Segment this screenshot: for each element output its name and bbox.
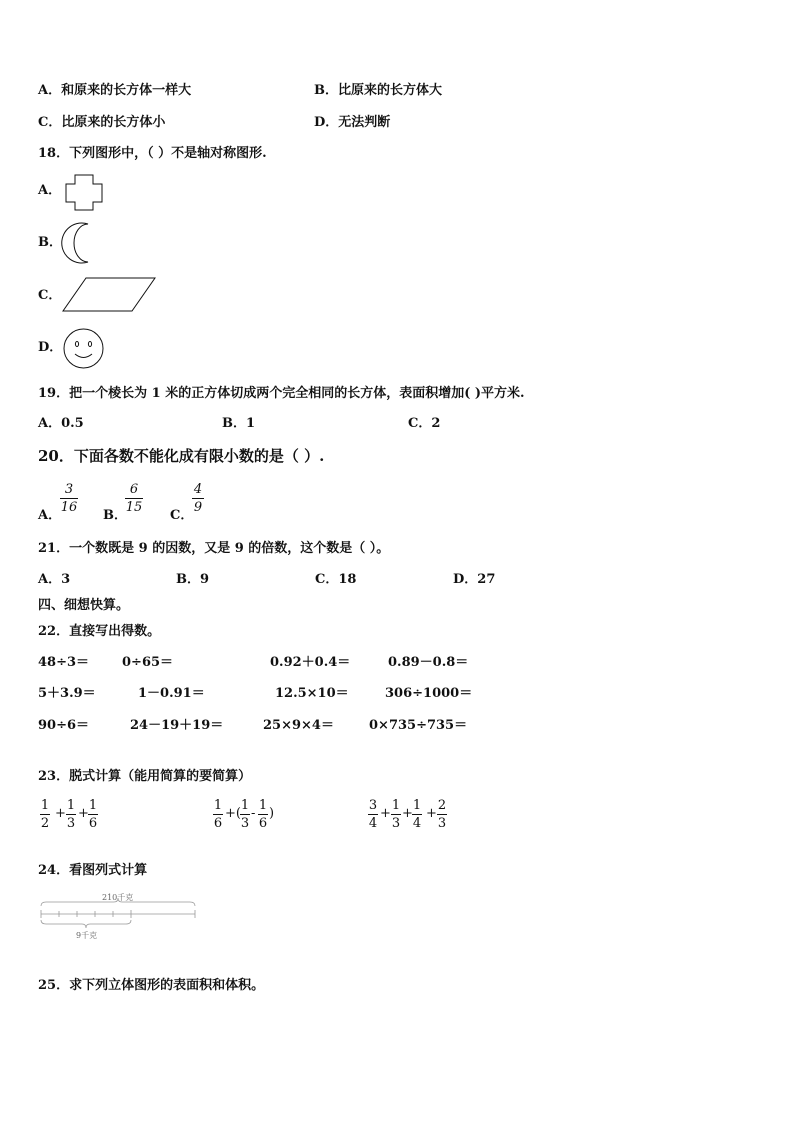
q25-stem: 25．求下列立体图形的表面积和体积。 xyxy=(38,978,265,993)
operator: + xyxy=(380,806,391,821)
calc-item: 90÷6＝ xyxy=(38,718,90,733)
smiley-face-figure xyxy=(63,328,105,370)
q18-label-a: A． xyxy=(38,183,62,198)
fraction-3-16: 3 16 xyxy=(60,482,78,515)
q21-option-b: B．9 xyxy=(176,572,210,587)
calc-item: 1－0.91＝ xyxy=(138,686,205,701)
operator: +( xyxy=(225,806,241,821)
operator: - xyxy=(251,806,256,821)
calc-item: 0×735÷735＝ xyxy=(369,718,468,733)
q22-stem: 22．直接写出得数。 xyxy=(38,624,161,639)
crescent-moon-figure xyxy=(60,222,94,264)
q21-stem: 21．一个数既是 9 的因数，又是 9 的倍数，这个数是（ ）。 xyxy=(38,541,390,556)
q19-option-a: A．0.5 xyxy=(38,416,84,431)
q21-option-c: C．18 xyxy=(315,572,357,587)
q19-option-b: B．1 xyxy=(222,416,256,431)
fraction: 2 3 xyxy=(437,798,447,831)
q21-option-d: D．27 xyxy=(453,572,496,587)
calc-item: 25×9×4＝ xyxy=(263,718,334,733)
calc-item: 12.5×10＝ xyxy=(275,686,349,701)
calc-item: 306÷1000＝ xyxy=(385,686,473,701)
calc-item: 48÷3＝ xyxy=(38,655,90,670)
fraction: 1 3 xyxy=(66,798,76,831)
q20-label-b: B． xyxy=(103,508,127,523)
fraction-6-15: 6 15 xyxy=(125,482,143,515)
q18-stem: 18．下列图形中，（ ）不是轴对称图形. xyxy=(38,146,267,161)
calc-item: 24－19＋19＝ xyxy=(130,718,224,733)
q19-option-c: C．2 xyxy=(408,416,441,431)
operator: + xyxy=(55,806,66,821)
calc-item: 0.89－0.8＝ xyxy=(388,655,469,670)
calc-item: 5＋3.9＝ xyxy=(38,686,96,701)
q18-label-c: C． xyxy=(38,288,62,303)
fraction: 1 4 xyxy=(412,798,422,831)
q21-option-a: A．3 xyxy=(38,572,71,587)
parallelogram-figure xyxy=(62,277,157,313)
part-weight-label: 9千克 xyxy=(76,931,98,940)
operator: + xyxy=(78,806,89,821)
fraction: 1 2 xyxy=(40,798,50,831)
q17-option-d: D．无法判断 xyxy=(314,115,391,130)
fraction-4-9: 4 9 xyxy=(193,482,203,515)
q17-option-a: A．和原来的长方体一样大 xyxy=(38,83,192,98)
fraction: 1 3 xyxy=(391,798,401,831)
q20-stem: 20．下面各数不能化成有限小数的是（ ）. xyxy=(38,447,325,465)
fraction: 1 6 xyxy=(258,798,268,831)
calc-item: 0÷65＝ xyxy=(122,655,174,670)
fraction: 1 6 xyxy=(88,798,98,831)
q18-label-b: B． xyxy=(38,235,62,250)
q20-label-c: C． xyxy=(170,508,194,523)
fraction: 1 3 xyxy=(240,798,250,831)
q24-stem: 24．看图列式计算 xyxy=(38,863,148,878)
q23-stem: 23．脱式计算（能用简算的要简算） xyxy=(38,769,252,784)
q20-label-a: A． xyxy=(38,508,62,523)
calc-item: 0.92＋0.4＝ xyxy=(270,655,351,670)
q19-stem: 19．把一个棱长为 1 米的正方体切成两个完全相同的长方体，表面积增加( )平方米. xyxy=(38,386,525,401)
q17-option-c: C．比原来的长方体小 xyxy=(38,115,166,130)
section-heading: 四、细想快算。 xyxy=(38,598,130,613)
q18-label-d: D． xyxy=(38,340,63,355)
operator: + xyxy=(426,806,437,821)
q17-option-b: B．比原来的长方体大 xyxy=(314,83,442,98)
operator: + xyxy=(402,806,413,821)
fraction: 3 4 xyxy=(368,798,378,831)
operator: ) xyxy=(269,806,275,821)
fraction: 1 6 xyxy=(213,798,223,831)
cross-shape-figure xyxy=(64,174,104,212)
total-weight-label: 210千克 xyxy=(102,893,134,902)
